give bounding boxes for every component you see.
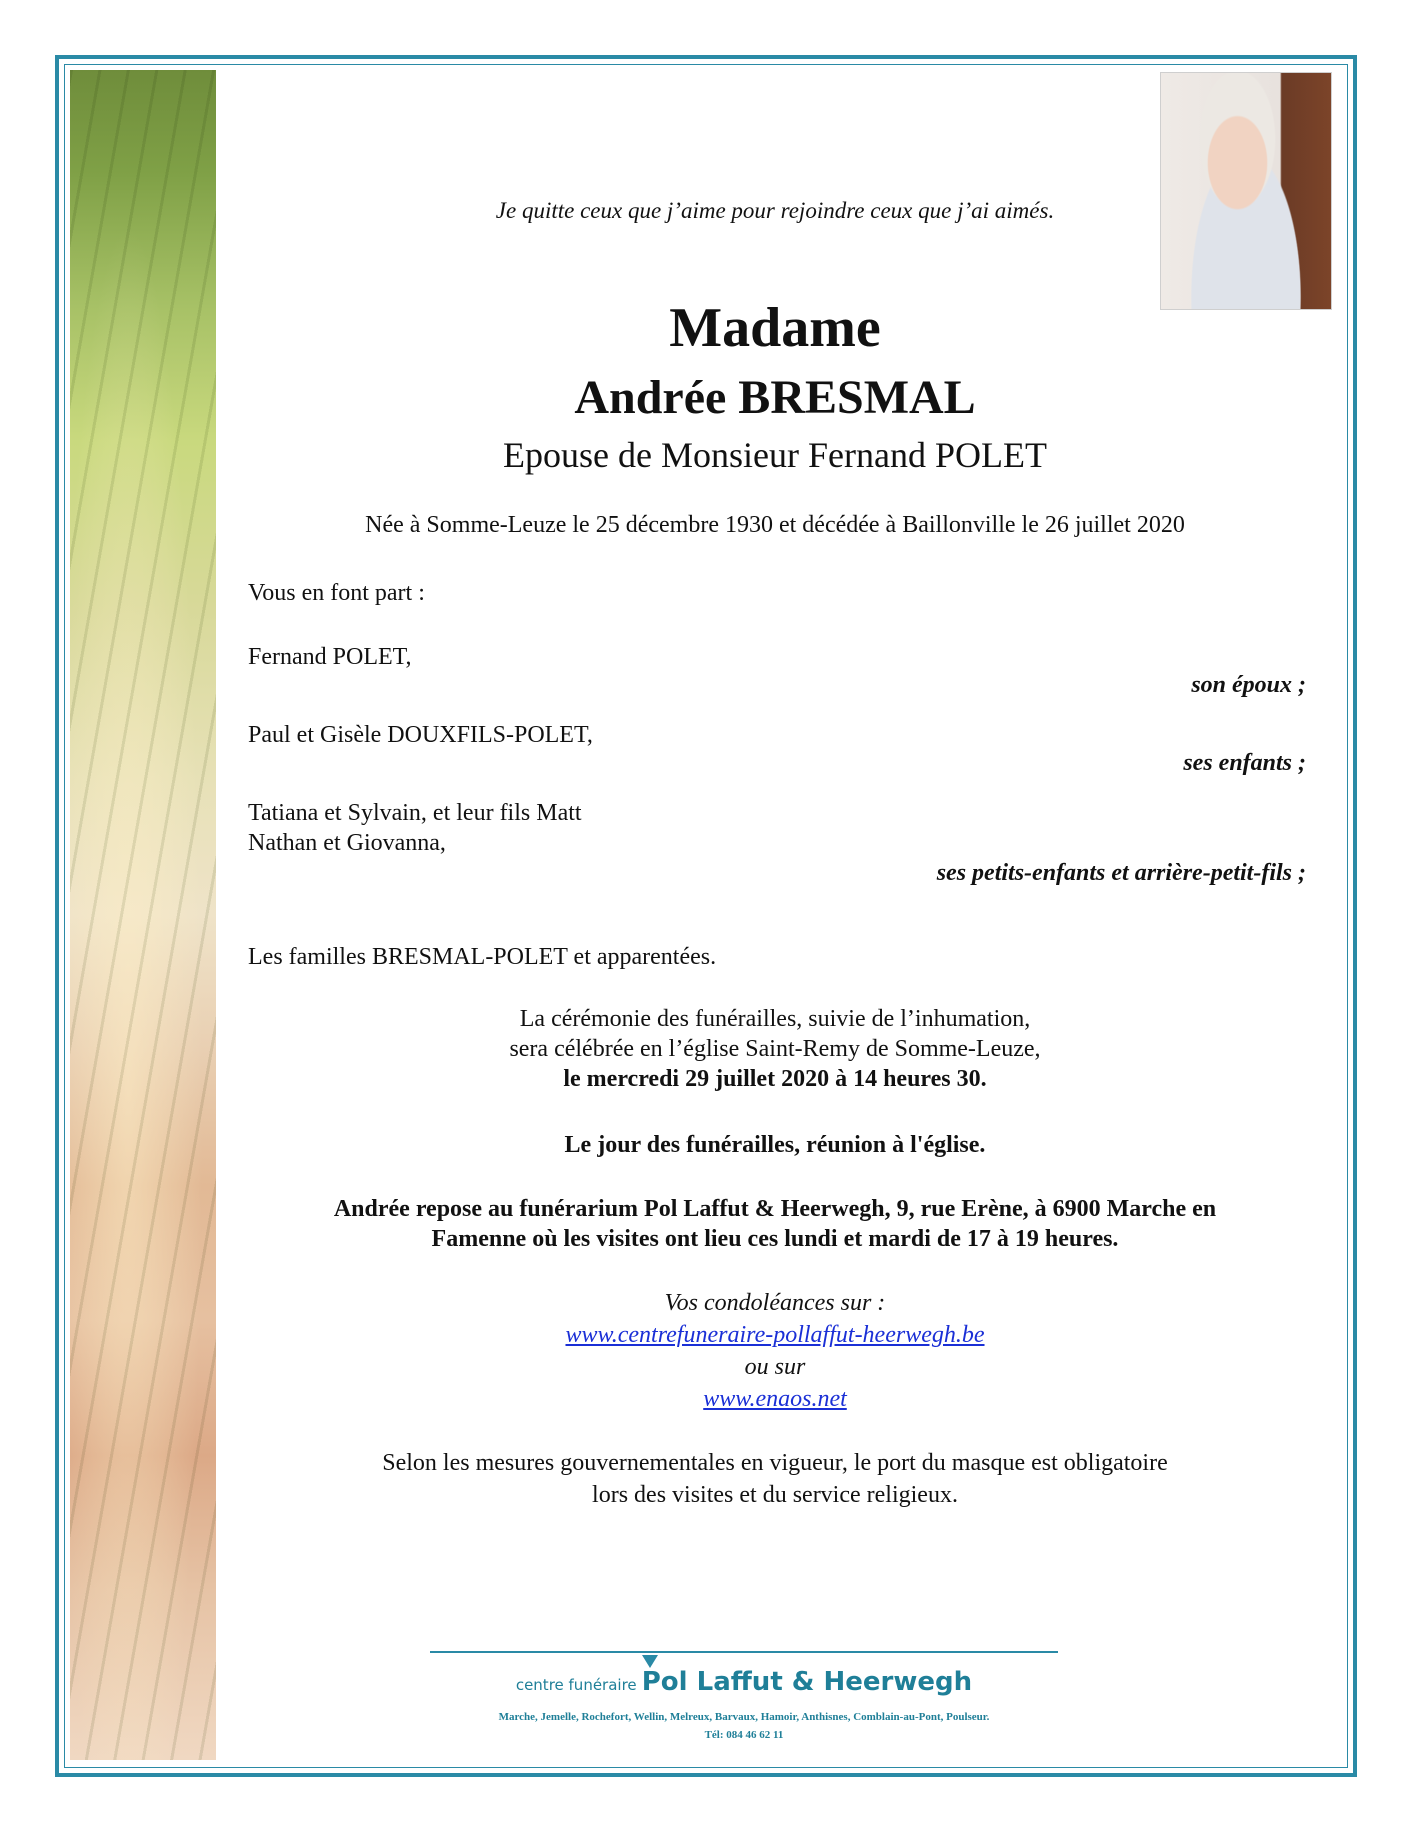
condolences-link-wrap (240, 1384, 1310, 1414)
family-relation: ses enfants ; (1183, 750, 1306, 776)
visits-notice: Famenne où les visites ont lieu ces lundi et mardi de 17 à 19 heures. (431, 1226, 1119, 1252)
footer-logo (430, 1667, 1058, 1697)
announcement-intro: Vous en font part : (248, 580, 425, 606)
family-member-name: Tatiana et Sylvain, et leur fils Matt (248, 800, 582, 826)
birth-death-dates: Née à Somme-Leuze le 25 décembre 1930 et décédée à Baillonville le 26 juillet 2020 (365, 512, 1185, 538)
condolences-link-wrap (240, 1320, 1310, 1350)
title-madame: Madame (669, 297, 881, 359)
visits-notice: Andrée repose au funérarium Pol Laffut & Heerwegh, 9, rue Erène, à 6900 Marche en (333, 1196, 1217, 1222)
footer-towns: Marche, Jemelle, Rochefort, Wellin, Melreux, Barvaux, Hamoir, Anthisnes, Comblain-au-Pont, Poulseur. (498, 1711, 990, 1723)
condolences-label: Vos condoléances sur : (664, 1290, 886, 1316)
mask-notice: Selon les mesures gouvernementales en vigueur, le port du masque est obligatoire (382, 1450, 1168, 1476)
ceremony-line: La cérémonie des funérailles, suivie de l’inhumation, (519, 1006, 1031, 1032)
family-member-name: Paul et Gisèle DOUXFILS-POLET, (248, 722, 593, 748)
epigraph-quote: Je quitte ceux que j’aime pour rejoindre ceux que j’ai aimés. (495, 198, 1055, 223)
spouse-line: Epouse de Monsieur Fernand POLET (503, 435, 1047, 475)
family-relation: son époux ; (1191, 672, 1306, 698)
footer-brand-big: Pol Laffut & Heerwegh (641, 1667, 973, 1697)
ceremony-date: le mercredi 29 juillet 2020 à 14 heures 30. (563, 1066, 987, 1092)
forest-path-image-strip (70, 70, 216, 1760)
portrait-photo (1160, 72, 1332, 310)
mask-notice: lors des visites et du service religieux. (592, 1482, 958, 1508)
family-member-name: Nathan et Giovanna, (248, 830, 446, 856)
footer-phone: Tél: 084 46 62 11 (704, 1729, 784, 1741)
footer-divider (430, 1651, 1058, 1653)
condolences-link-enaos[interactable]: www.enaos.net (703, 1386, 847, 1412)
ceremony-line: sera célébrée en l’église Saint-Remy de Somme-Leuze, (509, 1036, 1041, 1062)
families-line: Les familles BRESMAL-POLET et apparentées. (248, 944, 717, 970)
footer-brand-small: centre funéraire (515, 1676, 637, 1694)
family-member-name: Fernand POLET, (248, 644, 412, 670)
deceased-name: Andrée BRESMAL (574, 371, 976, 424)
family-relation: ses petits-enfants et arrière-petit-fils ; (936, 860, 1306, 886)
condolences-link-centre[interactable]: www.centrefuneraire-pollaffut-heerwegh.be (565, 1322, 985, 1348)
condolences-or: ou sur (744, 1354, 806, 1380)
meeting-notice: Le jour des funérailles, réunion à l'église. (564, 1132, 986, 1158)
